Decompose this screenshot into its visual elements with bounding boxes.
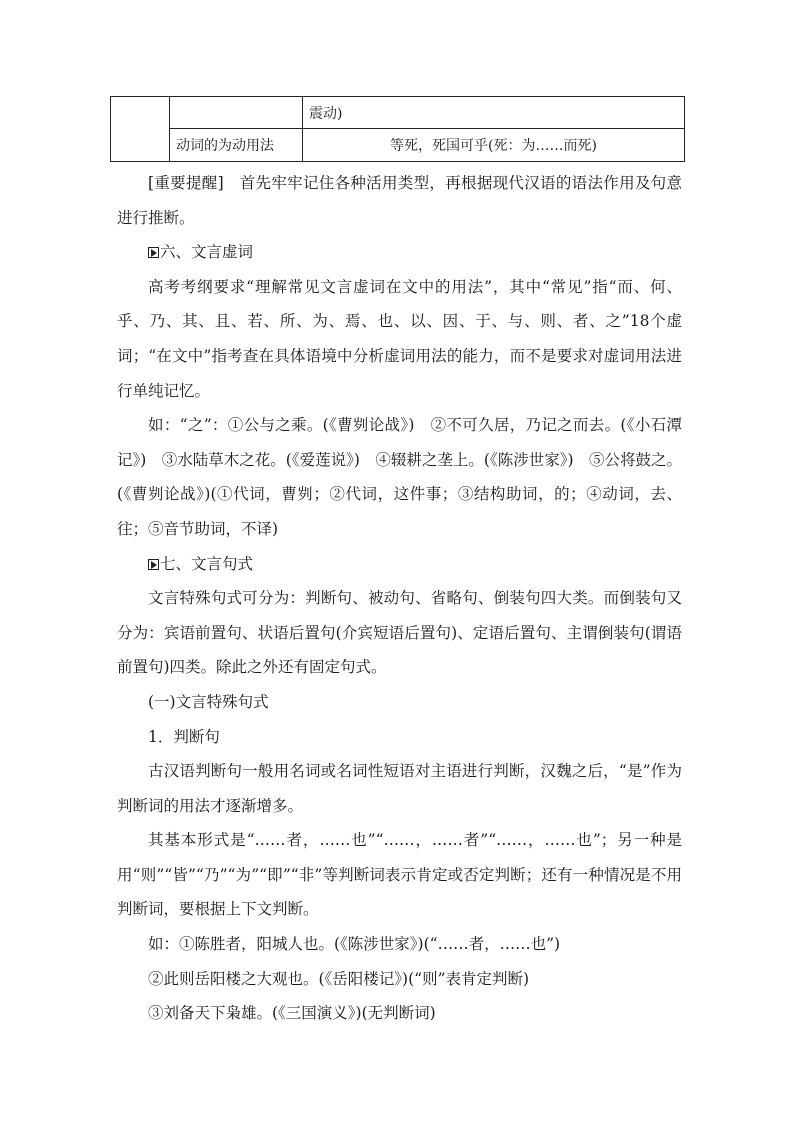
- example-paragraph: 如：“之”：①公与之乘。(《曹刿论战》) ②不可久居，乃记之而去。(《小石潭记》) ③水陆草木之花。(《爱莲说》) ④辍耕之垄上。(《陈涉世家》) ⑤公将鼓之。(《曹刿论战》)(①代词，曹刿；②代词，这件事；③结构助词，的；④动词，去、往；⑤音节助词，不译): [117, 416, 682, 538]
- table-cell-type: 动词的为动用法: [170, 129, 303, 162]
- example-line: 如：①陈胜者，阳城人也。(《陈涉世家》)(“……者，……也”): [148, 935, 561, 954]
- play-icon: [148, 247, 159, 258]
- table-cell-category: [111, 97, 170, 162]
- play-icon: [148, 559, 159, 570]
- table-cell-example: 等死，死国可乎(死：为……而死): [303, 129, 685, 162]
- table-cell-example: 震动): [303, 97, 685, 129]
- section-heading-7: [117, 547, 682, 582]
- paragraph: 其基本形式是“……者，……也”“……，……者”“……，……也”；另一种是用“则”“皆”“乃”“为”“即”“非”等判断词表示肯定或否定判断；还有一种情况是不用判断词，要根据上下文判断。: [117, 831, 682, 919]
- paragraph: 文言特殊句式可分为：判断句、被动句、省略句、倒装句四大类。而倒装句又分为：宾语前置句、状语后置句(介宾短语后置句)、定语后置句、主谓倒装句(谓语前置句)四类。除此之外还有固定句式。: [117, 589, 682, 677]
- section-title: 六、文言虚词: [160, 243, 254, 262]
- usage-table-fragment: [110, 96, 685, 162]
- paragraph: 古汉语判断句一般用名词或名词性短语对主语进行判断，汉魏之后，“是”作为判断词的用法才逐渐增多。: [117, 762, 682, 815]
- table-row: [111, 129, 685, 162]
- subheading: (一)文言特殊句式: [148, 692, 269, 711]
- table-cell-type: [170, 97, 303, 129]
- subheading: 1．判断句: [148, 727, 220, 746]
- example-line: ②此则岳阳楼之大观也。(《岳阳楼记》)(“则”表肯定判断): [148, 969, 530, 988]
- table-row: [111, 97, 685, 129]
- section-title: 七、文言句式: [160, 554, 254, 573]
- important-reminder: [重要提醒] 首先牢牢记住各种活用类型，再根据现代汉语的语法作用及句意进行推断。: [117, 174, 682, 227]
- main-content: [117, 166, 682, 1031]
- paragraph: 高考考纲要求“理解常见文言虚词在文中的用法”，其中“常见”指“而、何、乎、乃、其、且、若、所、为、焉、也、以、因、于、与、则、者、之”18个虚词；“在文中”指考查在具体语境中分析虚词用法的能力，而不是要求对虚词用法进行单纯记忆。: [117, 277, 682, 400]
- section-heading-6: [117, 235, 682, 270]
- example-line: ③刘备天下枭雄。(《三国演义》)(无判断词): [148, 1004, 436, 1023]
